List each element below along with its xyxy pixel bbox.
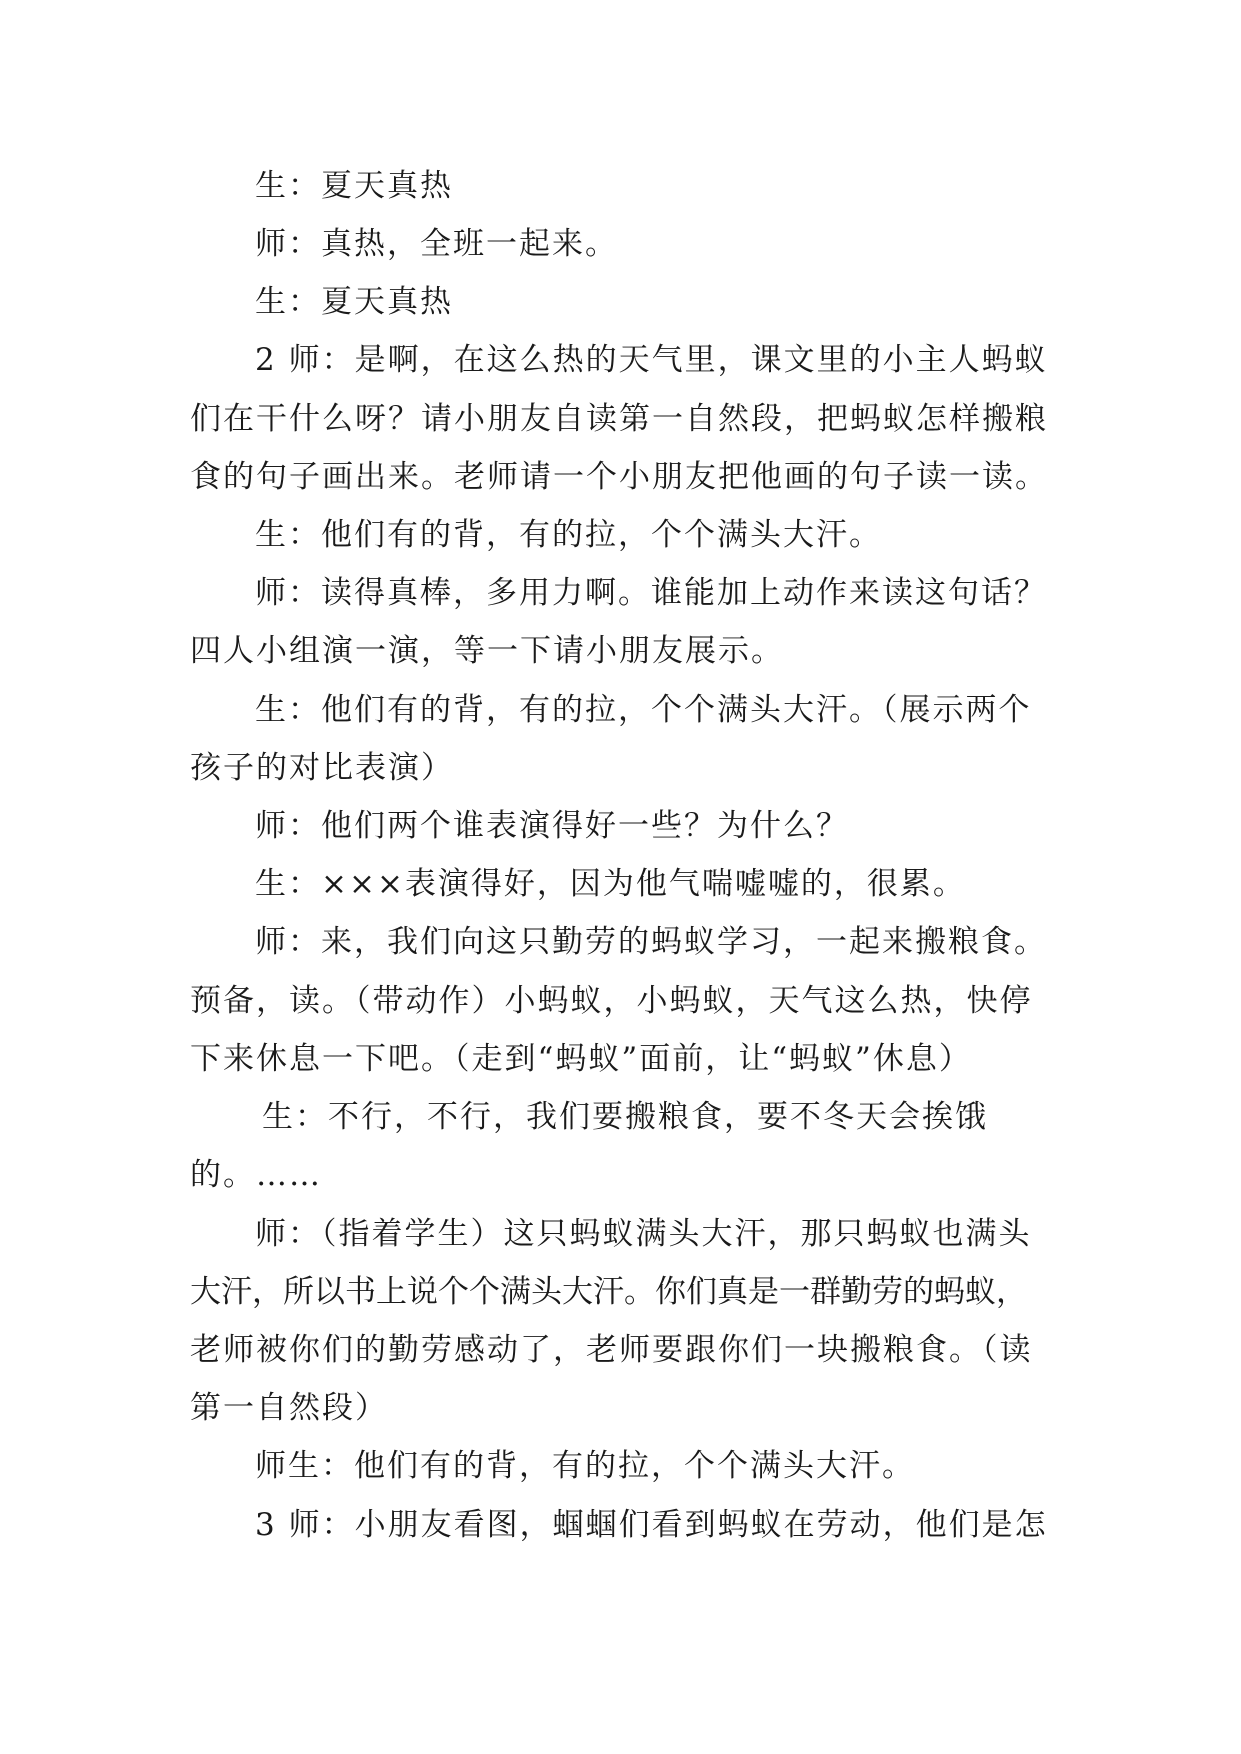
text-line: 老师被你们的勤劳感动了，老师要跟你们一块搬粮食。（读 <box>190 1332 1033 1368</box>
text-line: 的。…… <box>190 1157 322 1193</box>
text-line: 师：来，我们向这只勤劳的蚂蚁学习，一起来搬粮食。 <box>255 924 1047 960</box>
text-line: 生：他们有的背，有的拉，个个满头大汗。（展示两个 <box>255 692 1032 728</box>
text-line: 生：不行，不行，我们要搬粮食，要不冬天会挨饿 <box>262 1099 988 1135</box>
text-line: 预备，读。（带动作）小蚂蚁，小蚂蚁，天气这么热，快停 <box>190 983 1033 1019</box>
text-line: 生：夏天真热 <box>255 284 453 320</box>
text-line: 师：（指着学生）这只蚂蚁满头大汗，那只蚂蚁也满头 <box>255 1216 1032 1252</box>
text-line: 大汗，所以书上说个个满头大汗。你们真是一群勤劳的蚂蚁， <box>190 1274 1027 1310</box>
text-line: 第一自然段） <box>190 1390 388 1426</box>
text-line: 3 师：小朋友看图，蝈蝈们看到蚂蚁在劳动，他们是怎 <box>255 1507 1048 1543</box>
text-line: 师：读得真棒，多用力啊。谁能加上动作来读这句话？ <box>255 575 1047 611</box>
text-line: 生：他们有的背，有的拉，个个满头大汗。 <box>255 517 882 553</box>
text-line: 食的句子画出来。老师请一个小朋友把他画的句子读一读。 <box>190 459 1048 495</box>
text-line: 师：他们两个谁表演得好一些？为什么？ <box>255 808 849 844</box>
text-line: 下来休息一下吧。（走到“蚂蚁”面前，让“蚂蚁”休息） <box>190 1041 972 1077</box>
text-line: 生：夏天真热 <box>255 168 453 204</box>
text-line: 2 师：是啊，在这么热的天气里，课文里的小主人蚂蚁 <box>255 342 1048 378</box>
text-line: 师：真热，全班一起来。 <box>255 226 618 262</box>
text-line: 师生：他们有的背，有的拉，个个满头大汗。 <box>255 1448 915 1484</box>
text-line: 们在干什么呀？请小朋友自读第一自然段，把蚂蚁怎样搬粮 <box>190 401 1048 437</box>
text-line: 孩子的对比表演） <box>190 750 454 786</box>
text-line: 四人小组演一演，等一下请小朋友展示。 <box>190 633 784 669</box>
text-line: 生：×××表演得好，因为他气喘嘘嘘的，很累。 <box>255 866 966 902</box>
